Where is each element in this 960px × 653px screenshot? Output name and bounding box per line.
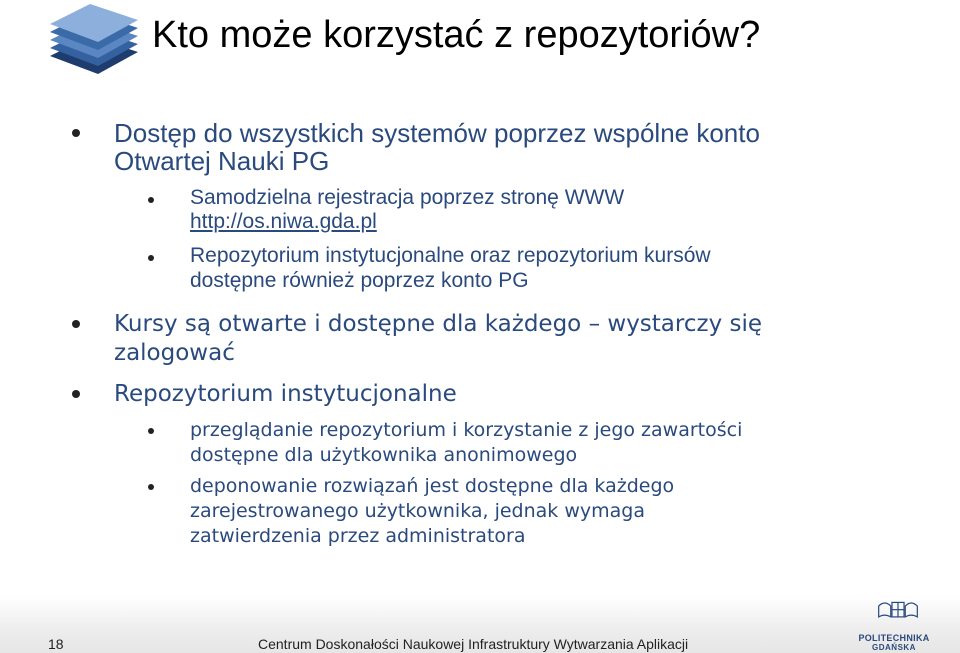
- sub-bullet-dot: [148, 428, 154, 434]
- sub-bullet-dot: [148, 484, 154, 490]
- bullet-dot: [72, 129, 80, 137]
- bullet-2-line2: zalogować: [114, 340, 235, 366]
- sub-bullet-1-1-line1: Samodzielna rejestracja poprzez stronę WWW: [190, 186, 625, 209]
- bullet-dot: [72, 320, 80, 328]
- politechnika-crest-icon: [858, 600, 938, 632]
- stacked-tiles-logo-icon: [42, 0, 142, 74]
- slide-title: Kto może korzystać z repozytoriów?: [152, 14, 761, 56]
- page-number: 18: [48, 636, 64, 652]
- bullet-dot: [72, 390, 80, 398]
- registration-link[interactable]: http://os.niwa.gda.pl: [190, 210, 377, 233]
- bullet-1-line1: Dostęp do wszystkich systemów poprzez wspólne konto: [114, 118, 760, 148]
- sub-bullet-1-2-line1: Repozytorium instytucjonalne oraz repozytorium kursów: [190, 244, 711, 267]
- sub-bullet-3-2-line3: zatwierdzenia przez administratora: [190, 525, 526, 547]
- sub-bullet-dot: [148, 197, 154, 203]
- bullet-3-line1: Repozytorium instytucjonalne: [114, 381, 457, 407]
- sub-bullet-3-1-line1: przeglądanie repozytorium i korzystanie z jego zawartości: [190, 419, 743, 441]
- pg-logo-line2: GDAŃSKA: [872, 643, 916, 652]
- sub-bullet-dot: [148, 255, 154, 261]
- sub-bullet-3-2-line1: deponowanie rozwiązań jest dostępne dla każdego: [190, 475, 675, 497]
- sub-bullet-3-1-line2: dostępne dla użytkownika anonimowego: [190, 444, 578, 466]
- bullet-1-line2: Otwartej Nauki PG: [114, 146, 330, 176]
- bullet-2-line1: Kursy są otwarte i dostępne dla każdego – wystarczy się: [114, 311, 763, 337]
- pg-logo-line1: POLITECHNIKA: [858, 633, 930, 643]
- sub-bullet-1-2-line2: dostępne również poprzez konto PG: [190, 269, 529, 292]
- sub-bullet-3-2-line2: zarejestrowanego użytkownika, jednak wymaga: [190, 500, 645, 522]
- footer-center-text: Centrum Doskonałości Naukowej Infrastruktury Wytwarzania Aplikacji: [258, 636, 689, 652]
